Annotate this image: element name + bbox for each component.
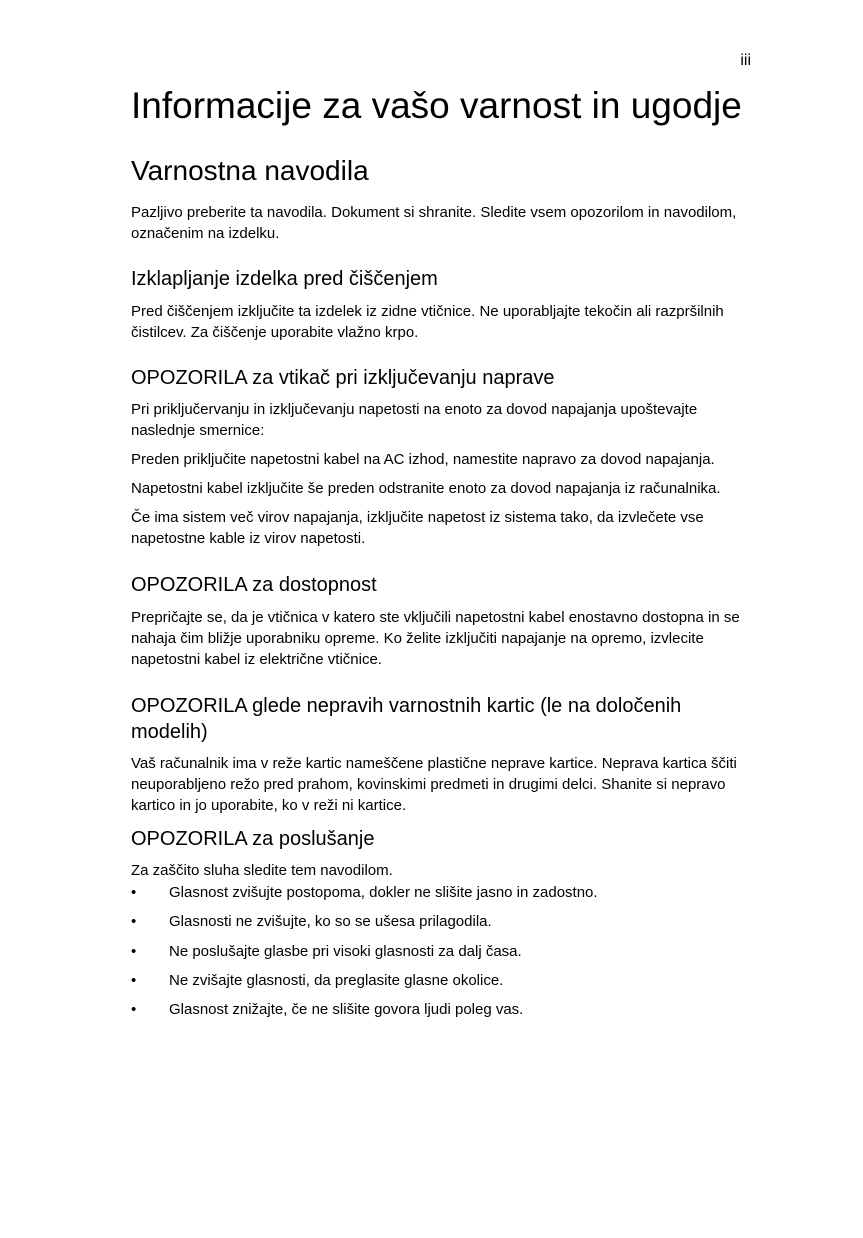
list-item-text: Glasnosti ne zvišujte, ko so se ušesa prilagodila. — [169, 913, 492, 931]
paragraph-cleaning: Pred čiščenjem izključite ta izdelek iz zidne vtičnice. Ne uporabljajte tekočin ali razpršilnih čistilcev. Za čiščenje uporabite vlažno krpo. — [131, 303, 724, 341]
bullet-icon: • — [131, 1001, 137, 1019]
intro-paragraph: Pazljivo preberite ta navodila. Dokument si shranite. Sledite vsem opozorilom in navodilom, označenim na izdelku. — [131, 204, 737, 242]
heading-listening: OPOZORILA za poslušanje — [131, 828, 375, 850]
list-item — [131, 882, 751, 903]
document-body — [131, 84, 751, 1028]
paragraph-accessibility: Prepričajte se, da je vtičnica v katero ste vključili napetostni kabel enostavno dostopna in se nahaja čim bližje uporabniku opreme. Ko želite izključiti napajanje na opremo, izvlecite napetostni kabel iz električne vtičnice. — [131, 609, 740, 668]
paragraph-plug-4: Če ima sistem več virov napajanja, izključite napetost iz sistema tako, da izvlečete vse napetostne kable iz virov napetosti. — [131, 509, 704, 547]
bullet-icon: • — [131, 913, 137, 931]
list-item-text: Glasnost zvišujte postopoma, dokler ne slišite jasno in zadostno. — [169, 884, 598, 901]
paragraph-dummy-cards: Vaš računalnik ima v reže kartic nameščene plastične neprave kartice. Neprava kartica ščiti neuporabljeno režo pred prahom, kovinskimi predmeti in drugimi delci. Shanite si nepravo kartico in jo uporabite, ko v reži ni kartice. — [131, 755, 737, 814]
list-item — [131, 970, 751, 991]
bullet-icon: • — [131, 971, 137, 989]
heading-dummy-cards: OPOZORILA glede nepravih varnostnih kartic (le na določenih modelih) — [131, 695, 682, 743]
list-item-text: Ne zvišajte glasnosti, da preglasite glasne okolice. — [169, 971, 504, 989]
page-number: iii — [740, 52, 751, 69]
heading-plug-warnings: OPOZORILA za vtikač pri izključevanju naprave — [131, 367, 555, 389]
paragraph-plug-3: Napetostni kabel izključite še preden odstranite enoto za dovod napajanja iz računalnika. — [131, 480, 721, 497]
paragraph-plug-2: Preden priključite napetostni kabel na AC izhod, namestite napravo za dovod napajanja. — [131, 451, 715, 468]
list-item — [131, 911, 751, 932]
bullet-icon: • — [131, 942, 137, 960]
heading-cleaning: Izklapljanje izdelka pred čiščenjem — [131, 268, 438, 290]
paragraph-plug-1: Pri priključervanju in izključevanju napetosti na enoto za dovod napajanja upoštevajte naslednje smernice: — [131, 401, 698, 439]
list-item-text: Glasnost znižajte, če ne slišite govora ljudi poleg vas. — [169, 1001, 524, 1019]
heading-accessibility: OPOZORILA za dostopnost — [131, 574, 377, 596]
list-item — [131, 999, 751, 1020]
bullet-icon: • — [131, 884, 137, 901]
paragraph-listening: Za zaščito sluha sledite tem navodilom. — [131, 862, 393, 879]
page-title: Informacije za vašo varnost in ugodje — [131, 85, 742, 126]
listening-bullet-list — [131, 882, 751, 1020]
list-item-text: Ne poslušajte glasbe pri visoki glasnosti za dalj časa. — [169, 942, 522, 960]
section-title: Varnostna navodila — [131, 155, 369, 186]
list-item — [131, 941, 751, 962]
